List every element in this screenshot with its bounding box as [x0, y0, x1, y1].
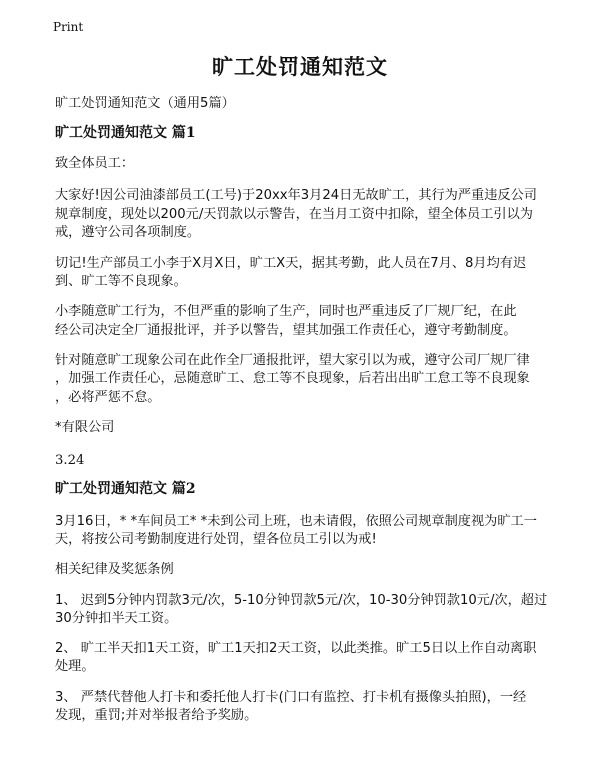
section2-rule1-line1: 1、 迟到5分钟内罚款3元/次，5-10分钟罚款5元/次，10-30分钟罚款10元/次，超过 — [55, 593, 548, 608]
section1-p4-line1: 针对随意旷工现象公司在此作全厂通报批评，望大家引以为戒，遵守公司厂规厂律 — [55, 353, 530, 368]
section1-p4-line2: ，加强工作责任心，忌随意旷工、怠工等不良现象，后若出出旷工怠工等不良现象 — [55, 371, 530, 386]
section1-p4-line3: ，必将严惩不怠。 — [55, 390, 161, 405]
section1-p1-line1: 大家好!因公司油漆部员工(工号)于20xx年3月24日无故旷工，其行为严重违反公司 — [55, 188, 537, 203]
section1-date: 3.24 — [55, 453, 85, 468]
section1-p3-line2: 经公司决定全厂通报批评，并予以警告，望其加强工作责任心，遵守考勤制度。 — [55, 323, 517, 338]
section1-p3-line1: 小李随意旷工行为，不但严重的影响了生产，同时也严重违反了厂规厂纪，在此 — [55, 304, 517, 319]
page-title: 旷工处罚通知范文 — [212, 55, 388, 79]
section2-p1-line2: 天，将按公司考勤制度进行处罚，望各位员工引以为戒! — [55, 532, 377, 547]
section2-rule2-line1: 2、 旷工半天扣1天工资，旷工1天扣2天工资，以此类推。旷工5日以上作自动离职 — [55, 641, 537, 656]
section2-heading: 旷工处罚通知范文 篇2 — [55, 481, 196, 497]
section1-p2-line2: 到、旷工等不良现象。 — [55, 274, 187, 289]
section2-rule3-line2: 发现，重罚;并对举报者给予奖励。 — [55, 708, 258, 723]
section1-p1-line3: 戒，遵守公司各项制度。 — [55, 225, 201, 240]
section1-heading: 旷工处罚通知范文 篇1 — [55, 125, 196, 141]
section2-rule3-line1: 3、 严禁代替他人打卡和委托他人打卡(门口有监控、打卡机有摄像头拍照)，一经 — [55, 690, 527, 705]
section2-p1-line1: 3月16日，* *车间员工* *未到公司上班，也未请假，依照公司规章制度视为旷工一 — [55, 514, 537, 529]
section1-p2-line1: 切记!生产部员工小李于X月X日，旷工X天，据其考勤，此人员在7月、8月均有迟 — [55, 256, 527, 271]
section2-rules-heading: 相关纪律及奖惩条例 — [55, 562, 174, 577]
section1-p1-line2: 规章制度，现处以200元/天罚款以示警告，在当月工资中扣除，望全体员工引以为 — [55, 207, 533, 222]
section2-rule2-line2: 处理。 — [55, 659, 95, 674]
section2-rule1-line2: 30分钟扣半天工资。 — [55, 611, 178, 626]
print-link[interactable]: Print — [53, 20, 84, 34]
section1-company: *有限公司 — [55, 420, 115, 435]
section1-greeting: 致全体员工： — [55, 156, 135, 171]
document-subtitle: 旷工处罚通知范文（通用5篇） — [55, 96, 235, 111]
